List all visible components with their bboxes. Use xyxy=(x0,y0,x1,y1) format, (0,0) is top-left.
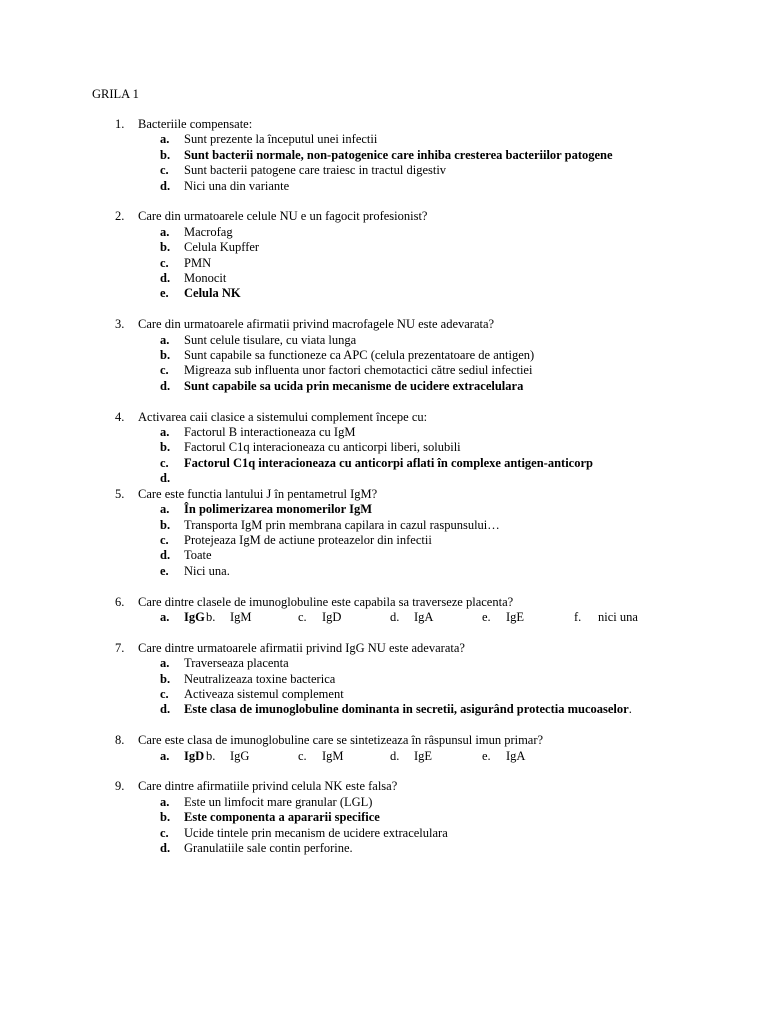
answer-option xyxy=(92,333,676,348)
option-text: Transporta IgM prin membrana capilara in cazul raspunsului… xyxy=(184,517,500,532)
option-letter: e. xyxy=(482,609,491,624)
answer-option xyxy=(92,841,676,856)
answer-option xyxy=(92,795,676,810)
option-text: Este un limfocit mare granular (LGL) xyxy=(184,794,373,809)
option-text: În polimerizarea monomerilor IgM xyxy=(184,502,373,517)
question-5 xyxy=(92,487,692,579)
option-text: IgM xyxy=(322,748,344,763)
question-6 xyxy=(92,595,692,626)
answer-option xyxy=(298,749,344,764)
option-letter: d. xyxy=(160,271,171,286)
answer-option xyxy=(160,610,205,625)
answer-option xyxy=(92,702,676,717)
option-letter: b. xyxy=(160,440,171,455)
answer-option xyxy=(92,163,676,178)
option-text: Factorul C1q interacioneaza cu anticorpi aflati în complexe antigen-anticorp xyxy=(184,455,593,470)
option-letter: a. xyxy=(160,332,170,347)
option-text: IgE xyxy=(414,748,433,763)
option-text: Este componenta a apararii specifice xyxy=(184,810,380,825)
question-9 xyxy=(92,779,692,856)
answer-option xyxy=(92,440,676,455)
option-text: Monocit xyxy=(184,271,227,286)
answer-option xyxy=(298,610,341,625)
question-3 xyxy=(92,317,692,394)
option-text: IgA xyxy=(414,609,434,624)
option-text: Activeaza sistemul complement xyxy=(184,686,344,701)
option-letter: e. xyxy=(160,286,169,301)
option-letter: a. xyxy=(160,502,170,517)
question-text: Care din urmatoarele afirmatii privind macrofagele NU este adevarata? xyxy=(138,317,495,332)
option-text: Toate xyxy=(184,548,212,563)
option-letter: b. xyxy=(160,348,171,363)
option-letter: d. xyxy=(390,609,400,624)
option-text: nici una xyxy=(598,609,638,624)
question-text: Care este clasa de imunoglobuline care se sintetizeaza în râspunsul imun primar? xyxy=(138,733,544,748)
option-letter: d. xyxy=(160,548,171,563)
answer-option xyxy=(92,810,676,825)
answer-option xyxy=(206,749,249,764)
option-letter: a. xyxy=(160,132,170,147)
question-text: Care din urmatoarele celule NU e un fagocit profesionist? xyxy=(138,209,428,224)
option-text: Sunt bacterii normale, non-patogenice care inhiba cresterea bacteriilor patogene xyxy=(184,147,613,162)
option-text: Factorul B interactioneaza cu IgM xyxy=(184,425,356,440)
question-number: 8. xyxy=(115,733,125,748)
option-letter: c. xyxy=(160,825,169,840)
option-letter: c. xyxy=(160,255,169,270)
option-suffix: . xyxy=(628,702,632,717)
answer-options xyxy=(92,795,692,857)
question-list xyxy=(92,117,692,872)
option-letter: e. xyxy=(482,748,491,763)
answer-option xyxy=(92,564,676,579)
option-letter: d. xyxy=(160,702,171,717)
answer-option xyxy=(390,749,432,764)
option-letter: b. xyxy=(206,609,216,624)
option-letter: f. xyxy=(574,609,582,624)
answer-options xyxy=(92,225,692,302)
answer-option xyxy=(92,348,676,363)
option-letter: b. xyxy=(160,517,171,532)
question-text: Care este functia lantului J în pentametrul IgM? xyxy=(138,486,378,501)
answer-option xyxy=(92,148,676,163)
option-text: Protejeaza IgM de actiune proteazelor din infectii xyxy=(184,532,432,547)
option-text: Celula NK xyxy=(184,286,241,301)
answer-option xyxy=(92,271,676,286)
option-letter: b. xyxy=(160,147,171,162)
answer-option xyxy=(92,379,676,394)
question-7 xyxy=(92,641,692,718)
option-text: IgE xyxy=(506,609,525,624)
answer-option xyxy=(92,518,676,533)
option-letter: a. xyxy=(160,656,170,671)
question-number: 4. xyxy=(115,409,125,424)
option-text: Sunt bacterii patogene care traiesc in tractul digestiv xyxy=(184,163,447,178)
question-number: 6. xyxy=(115,594,125,609)
option-letter: c. xyxy=(160,455,169,470)
question-1 xyxy=(92,117,692,194)
option-text: Sunt celule tisulare, cu viata lunga xyxy=(184,332,357,347)
question-number: 7. xyxy=(115,640,125,655)
question-line xyxy=(92,641,692,656)
answer-option xyxy=(92,548,676,563)
option-letter: d. xyxy=(160,840,171,855)
question-line xyxy=(92,733,692,748)
question-number: 2. xyxy=(115,209,125,224)
option-text-block xyxy=(184,702,676,717)
option-letter: a. xyxy=(160,425,170,440)
answer-option xyxy=(92,656,676,671)
question-text: Care dintre clasele de imunoglobuline este capabila sa traverseze placenta? xyxy=(138,594,514,609)
option-letter: c. xyxy=(298,748,307,763)
answer-option xyxy=(482,749,525,764)
answer-option xyxy=(92,425,676,440)
option-letter: e. xyxy=(160,563,169,578)
option-text: IgM xyxy=(230,609,252,624)
option-text: IgA xyxy=(506,748,526,763)
option-letter: b. xyxy=(160,240,171,255)
question-4 xyxy=(92,409,692,486)
option-text: Sunt prezente la începutul unei infectii xyxy=(184,132,378,147)
answer-options xyxy=(92,425,692,486)
question-2 xyxy=(92,209,692,301)
option-letter: a. xyxy=(160,609,170,624)
option-text: Macrofag xyxy=(184,224,233,239)
option-text: Este clasa de imunoglobuline dominanta in secretii, asigurând protectia mucoaselor xyxy=(184,702,629,717)
answer-option xyxy=(92,363,676,378)
option-text: IgG xyxy=(184,609,205,624)
option-text: PMN xyxy=(184,255,212,270)
answer-option xyxy=(92,826,676,841)
option-letter: a. xyxy=(160,224,170,239)
option-text: Neutralizeaza toxine bacterica xyxy=(184,671,336,686)
option-text: Factorul C1q interacioneaza cu anticorpi liberi, solubili xyxy=(184,440,461,455)
option-text: Celula Kupffer xyxy=(184,240,260,255)
question-line xyxy=(92,209,692,224)
option-text: Traverseaza placenta xyxy=(184,656,289,671)
question-text: Care dintre afirmatiile privind celula NK este falsa? xyxy=(138,779,398,794)
answer-option xyxy=(160,749,204,764)
answer-options xyxy=(92,502,692,579)
document-title: GRILA 1 xyxy=(92,87,139,101)
question-text: Care dintre urmatoarele afirmatii privind IgG NU este adevarata? xyxy=(138,640,465,655)
answer-option xyxy=(92,256,676,271)
answer-option xyxy=(92,132,676,147)
option-letter: a. xyxy=(160,794,170,809)
option-letter: c. xyxy=(160,532,169,547)
option-text: Ucide tintele prin mecanism de ucidere extracelulara xyxy=(184,825,448,840)
answer-options-row xyxy=(92,610,692,625)
answer-option xyxy=(390,610,433,625)
answer-options xyxy=(92,333,692,395)
option-letter: d. xyxy=(390,748,400,763)
answer-options xyxy=(92,656,692,718)
option-text: IgD xyxy=(322,609,342,624)
answer-option xyxy=(92,672,676,687)
answer-option xyxy=(574,610,638,625)
answer-option xyxy=(92,225,676,240)
question-line xyxy=(92,317,692,332)
option-letter: b. xyxy=(206,748,216,763)
question-8 xyxy=(92,733,692,764)
option-letter: c. xyxy=(160,363,169,378)
question-line xyxy=(92,779,692,794)
option-text: Sunt capabile sa functioneze ca APC (celula prezentatoare de antigen) xyxy=(184,348,535,363)
answer-option xyxy=(92,456,676,471)
option-text: IgG xyxy=(230,748,250,763)
question-line xyxy=(92,595,692,610)
option-text: IgD xyxy=(184,748,205,763)
answer-option xyxy=(92,286,676,301)
question-number: 5. xyxy=(115,486,125,501)
answer-option xyxy=(92,687,676,702)
option-letter: b. xyxy=(160,671,171,686)
option-letter: a. xyxy=(160,748,170,763)
answer-options-row xyxy=(92,749,692,764)
option-text: Nici una. xyxy=(184,563,230,578)
question-text: Activarea caii clasice a sistemului complement începe cu: xyxy=(138,409,428,424)
option-letter: d. xyxy=(160,378,171,393)
option-letter: c. xyxy=(298,609,307,624)
answer-option xyxy=(92,240,676,255)
answer-option xyxy=(92,533,676,548)
question-line xyxy=(92,410,692,425)
answer-option xyxy=(92,502,676,517)
question-number: 3. xyxy=(115,317,125,332)
question-text: Bacteriile compensate: xyxy=(138,117,253,131)
option-letter: c. xyxy=(160,686,169,701)
option-letter: d. xyxy=(160,178,171,193)
option-letter: b. xyxy=(160,810,171,825)
question-line xyxy=(92,117,692,132)
option-text: Nici una din variante xyxy=(184,178,290,193)
option-text: Granulatiile sale contin perforine. xyxy=(184,840,353,855)
option-text: Migreaza sub influenta unor factori chemotactici către sediul infectiei xyxy=(184,363,533,378)
question-line xyxy=(92,487,692,502)
option-text: Sunt capabile sa ucida prin mecanisme de ucidere extracelulara xyxy=(184,378,524,393)
option-letter: c. xyxy=(160,163,169,178)
answer-option xyxy=(92,179,676,194)
question-number: 1. xyxy=(115,117,125,131)
option-letter: d. xyxy=(160,471,171,486)
answer-option xyxy=(206,610,252,625)
question-number: 9. xyxy=(115,779,125,794)
answer-options xyxy=(92,132,692,194)
answer-option xyxy=(482,610,524,625)
